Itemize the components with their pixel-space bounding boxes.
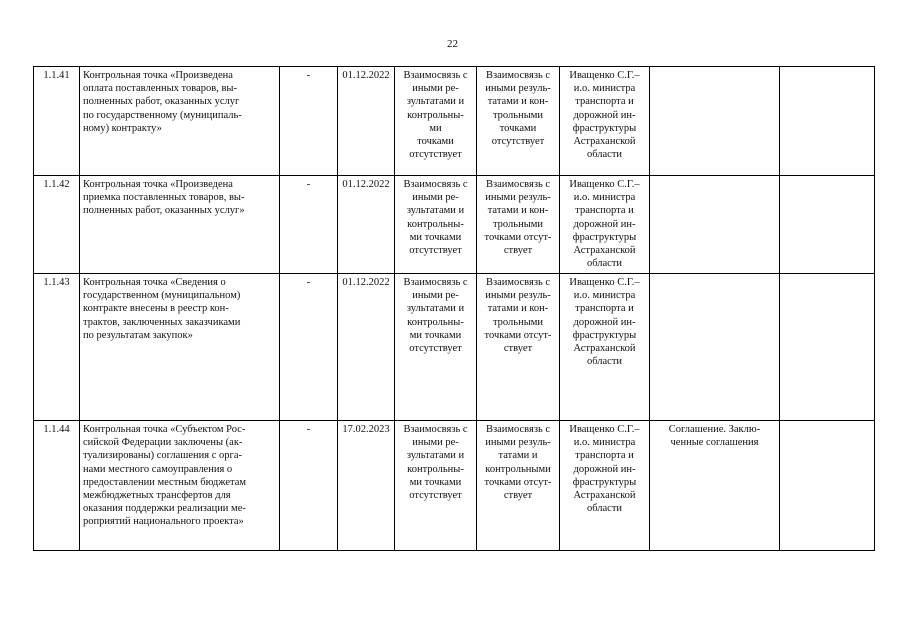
- document-cell: [650, 176, 780, 274]
- relation-points-cell: Взаимосвязь с иными резуль- татами и кон- трольными точками отсут- ствует: [477, 274, 560, 421]
- relation-points-cell: Взаимосвязь с иными резуль- татами и кон- трольными точками отсутствует: [477, 67, 560, 176]
- relation-points-cell: Взаимосвязь с иными резуль- татами и кон- трольными точками отсут- ствует: [477, 176, 560, 274]
- relation-results-cell: Взаимосвязь с иными ре- зультатами и контрольны- ми точками отсутствует: [395, 67, 477, 176]
- responsible-cell: Иващенко С.Г.– и.о. министра транспорта и дорожной ин- фраструктуры Астраханской области: [560, 421, 650, 551]
- dash-cell: -: [280, 274, 338, 421]
- extra-cell: [780, 67, 875, 176]
- document-cell: [650, 274, 780, 421]
- document-cell: Соглашение. Заклю- ченные соглашения: [650, 421, 780, 551]
- row-number: 1.1.43: [34, 274, 80, 421]
- row-number: 1.1.42: [34, 176, 80, 274]
- date-cell: 01.12.2022: [338, 176, 395, 274]
- responsible-cell: Иващенко С.Г.– и.о. министра транспорта и дорожной ин- фраструктуры Астраханской области: [560, 67, 650, 176]
- date-cell: 01.12.2022: [338, 67, 395, 176]
- row-number: 1.1.41: [34, 67, 80, 176]
- dash-cell: -: [280, 421, 338, 551]
- control-point-name: Контрольная точка «Субъектом Рос- сийской Федерации заключены (ак- туализированы) соглашения с орга- нами местного самоуправления о предоставлении местным бюджетам межбюджетных трансфертов для оказания поддержки реализации ме- роприятий национального проекта»: [80, 421, 280, 551]
- document-cell: [650, 67, 780, 176]
- date-cell: 17.02.2023: [338, 421, 395, 551]
- row-number: 1.1.44: [34, 421, 80, 551]
- dash-cell: -: [280, 67, 338, 176]
- extra-cell: [780, 274, 875, 421]
- control-point-name: Контрольная точка «Произведена оплата поставленных товаров, вы- полненных работ, оказанных услуг по государственному (муниципаль- ному) контракту»: [80, 67, 280, 176]
- control-points-table: [33, 66, 875, 551]
- relation-results-cell: Взаимосвязь с иными ре- зультатами и контрольны- ми точками отсутствует: [395, 274, 477, 421]
- dash-cell: -: [280, 176, 338, 274]
- control-point-name: Контрольная точка «Произведена приемка поставленных товаров, вы- полненных работ, оказанных услуг»: [80, 176, 280, 274]
- page-number: 22: [447, 38, 458, 50]
- table-row: [34, 176, 875, 274]
- extra-cell: [780, 176, 875, 274]
- control-point-name: Контрольная точка «Сведения о государственном (муниципальном) контракте внесены в реестр кон- трактов, заключенных заказчиками по результатам закупок»: [80, 274, 280, 421]
- table-row: [34, 421, 875, 551]
- date-cell: 01.12.2022: [338, 274, 395, 421]
- relation-results-cell: Взаимосвязь с иными ре- зультатами и контрольны- ми точками отсутствует: [395, 421, 477, 551]
- responsible-cell: Иващенко С.Г.– и.о. министра транспорта и дорожной ин- фраструктуры Астраханской области: [560, 274, 650, 421]
- relation-points-cell: Взаимосвязь с иными резуль- татами и контрольными точками отсут- ствует: [477, 421, 560, 551]
- extra-cell: [780, 421, 875, 551]
- table-row: [34, 274, 875, 421]
- relation-results-cell: Взаимосвязь с иными ре- зультатами и контрольны- ми точками отсутствует: [395, 176, 477, 274]
- responsible-cell: Иващенко С.Г.– и.о. министра транспорта и дорожной ин- фраструктуры Астраханской области: [560, 176, 650, 274]
- table-row: [34, 67, 875, 176]
